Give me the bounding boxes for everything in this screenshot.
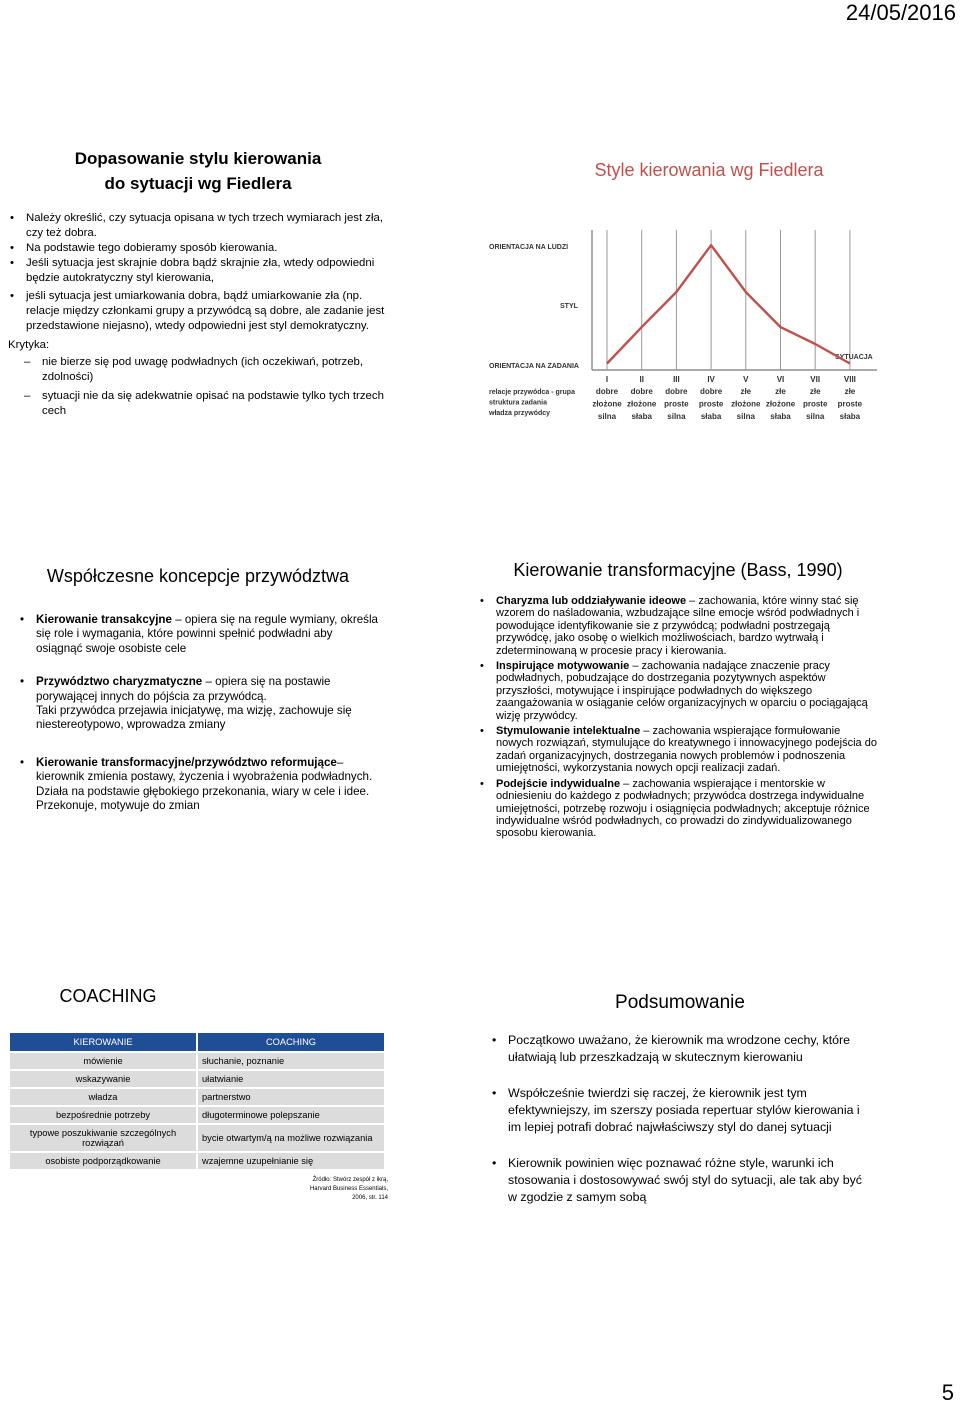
tick-label: VII xyxy=(810,375,820,384)
slide-title: COACHING xyxy=(0,986,248,1007)
situation-cell: złe xyxy=(775,387,786,396)
bullet-list xyxy=(18,613,378,813)
y-top-label: ORIENTACJA NA LUDZI xyxy=(489,244,568,251)
list-item: • Należy określić, czy sytuacja opisana w tych trzech wymiarach jest zła, czy też dobra. xyxy=(8,211,388,241)
list-item xyxy=(478,595,878,657)
coaching-table xyxy=(8,1031,386,1171)
situation-cell: słaba xyxy=(701,412,722,421)
list-item xyxy=(478,725,878,775)
list-item: • Kierownik powinien więc poznawać różne style, warunki ich stosowania i dostosowywać swój styl do sytuacji, ale tak aby być w zgodzie z samym sobą xyxy=(490,1155,870,1206)
slide-title: Współczesne koncepcje przywództwa xyxy=(12,566,384,587)
row-label: władza przywódcy xyxy=(488,410,550,417)
situation-cell: złe xyxy=(740,387,751,396)
slide-title xyxy=(0,146,398,196)
term-description: – zachowania, które winny stać się wzorem do naśladowania, wzbudzające silne emocje wśród podwładnych i powodujące identyfikowanie sie z przywódcą; podwładni postrzegają przywódcę, jako osobę o wielkich możliwościach, bardzo wytrwałą i zdeterminowaną w procesie pracy i kierowania. xyxy=(496,595,859,657)
tick-label: III xyxy=(673,375,680,384)
tick-label: VIII xyxy=(844,375,856,384)
critique-label: Krytyka: xyxy=(8,339,388,351)
list-item: • Na podstawie tego dobieramy sposób kierowania. xyxy=(8,241,388,256)
situation-cell: dobre xyxy=(700,387,723,396)
situation-cell: dobre xyxy=(665,387,688,396)
tick-label: I xyxy=(606,375,608,384)
situation-cell: proste xyxy=(699,400,724,409)
term: Kierowanie transformacyjne/przywództwo reformujące xyxy=(36,756,337,769)
situation-cell: dobre xyxy=(596,387,619,396)
term: Przywództwo charyzmatyczne xyxy=(36,675,202,688)
situation-cell: silna xyxy=(737,412,756,421)
critique-item: – sytuacji nie da się adekwatnie opisać na podstawie tylko tych trzech cech xyxy=(8,389,388,419)
table-cell: partnerstwo xyxy=(198,1089,384,1105)
table-cell: słuchanie, poznanie xyxy=(198,1053,384,1069)
list-item xyxy=(18,756,378,814)
situation-cell: słaba xyxy=(840,412,861,421)
term-description: – zachowania wspierające i mentorskie w odniesieniu do każdego z podwładnych; przywódca dostrzega indywidualne umiejętności, potrzebę rozwoju i osiągnięcia podwładnych; akceptuje różnice indywidualne wśród podwładnych, co prowadzi do zindywidualizowanego sposobu kierowania. xyxy=(496,778,870,840)
slide-summary xyxy=(490,992,870,1206)
term-description: – zachowania nadające znaczenie pracy podwładnych, pobudzające do dostrzegania pozytywnych aspektów przyszłości, motywujące i inspirujące podwładnych do większego zaangażowania w osiąganie celów organizacyjnych w oparciu o pociągającą wizję przywódcy. xyxy=(496,660,868,722)
list-item: • Współcześnie twierdzi się raczej, że kierownik jest tym efektywniejszy, im szerszy posiada repertuar stylów kierowania i im lepiej potrafi dobrać najwłaściwszy styl do danej sytuacji xyxy=(490,1085,870,1136)
situation-cell: złożone xyxy=(592,400,622,409)
source-line: Źródło: Stwórz zespół z ikrą, xyxy=(248,1176,388,1185)
list-item: • jeśli sytuacja jest umiarkowania dobra, bądź umiarkowanie zła (np. relacje między członkami grupy a przywódcą są dobre, ale zadanie jest przedstawione niejasno), wtedy odpowiedni jest styl demokratyczny. xyxy=(8,289,388,333)
term: Stymulowanie intelektualne xyxy=(496,725,640,737)
source-line: Harvard Business Essentials, xyxy=(248,1185,388,1194)
table-row xyxy=(10,1071,384,1087)
style-line xyxy=(607,245,850,363)
fiedler-chart xyxy=(485,224,885,424)
tick-label: II xyxy=(639,375,643,384)
source-line: 2006, str. 114 xyxy=(248,1194,388,1203)
list-item xyxy=(18,675,378,733)
situation-cell: słaba xyxy=(770,412,791,421)
situation-cell: złożone xyxy=(627,400,657,409)
tick-label: V xyxy=(743,375,749,384)
list-item xyxy=(478,778,878,840)
table-cell: ułatwianie xyxy=(198,1071,384,1087)
bullet-list xyxy=(478,595,878,840)
y-bottom-label: ORIENTACJA NA ZADANIA xyxy=(489,363,579,370)
term: Inspirujące motywowanie xyxy=(496,660,629,672)
situation-cell: złożone xyxy=(766,400,796,409)
situation-cell: złożone xyxy=(731,400,761,409)
table-cell: mówienie xyxy=(10,1053,196,1069)
table-row xyxy=(10,1107,384,1123)
term: Kierowanie transakcyjne xyxy=(36,613,172,626)
bullet-list xyxy=(8,211,388,333)
slide-title-line-1: Dopasowanie stylu kierowania xyxy=(0,146,398,171)
slide-coaching xyxy=(8,986,388,1171)
term: Podejście indywidualne xyxy=(496,778,620,790)
table-header-cell: COACHING xyxy=(198,1033,384,1051)
situation-cell: słaba xyxy=(631,412,652,421)
table-cell: wskazywanie xyxy=(10,1071,196,1087)
bullet-list xyxy=(490,1032,870,1206)
table-header-row xyxy=(10,1033,384,1051)
list-item: • Początkowo uważano, że kierownik ma wrodzone cechy, które ułatwiają lub przeszkadzają w skutecznym kierowaniu xyxy=(490,1032,870,1066)
term-description-extra: Taki przywódca przejawia inicjatywę, ma wizję, zachowuje się niestereotypowo, wprowadza zmiany xyxy=(36,704,352,731)
table-cell: bezpośrednie potrzeby xyxy=(10,1107,196,1123)
term-description: – opiera się na postawie porywającej innych do pójścia za przywódcą. xyxy=(36,675,331,702)
tick-label: IV xyxy=(707,375,715,384)
term-description: – kierownik zmienia postawy, życzenia i wyobrażenia podwładnych. Działa na podstawie głębokiego przekonania, wiary w cele i idee. Przekonuje, motywuje do zmian xyxy=(36,756,372,812)
table-header-cell: KIEROWANIE xyxy=(10,1033,196,1051)
table-row xyxy=(10,1153,384,1169)
table-cell: bycie otwartym/ą na możliwe rozwiązania xyxy=(198,1125,384,1151)
row-label: struktura zadania xyxy=(489,400,547,407)
situation-cell: proste xyxy=(803,400,828,409)
situation-cell: silna xyxy=(806,412,825,421)
critique-item: – nie bierze się pod uwagę podwładnych (ich oczekiwań, potrzeb, zdolności) xyxy=(8,355,388,385)
slide-transformational xyxy=(478,560,878,840)
slide-fiedler-fit xyxy=(8,146,388,419)
term-description: – zachowania wspierające formułowanie nowych rozwiązań, stymulujące do kreatywnego i innowacyjnego podejścia do zadań organizacyjnych, dostrzegania nowych problemów i podnoszenia umiejętności, wykorzystania nowych opcji realizacji zadań. xyxy=(496,725,877,774)
slide-title: Kierowanie transformacyjne (Bass, 1990) xyxy=(478,560,878,581)
situation-cell: złe xyxy=(845,387,856,396)
table-cell: typowe poszukiwanie szczególnych rozwiązań xyxy=(10,1125,196,1151)
y-axis-label: STYL xyxy=(560,303,579,310)
slide-title: Style kierowania wg Fiedlera xyxy=(468,160,950,181)
slide-title: Podsumowanie xyxy=(430,992,930,1014)
tick-label: VI xyxy=(777,375,785,384)
x-axis-label: SYTUACJA xyxy=(835,354,873,361)
situation-cell: złe xyxy=(810,387,821,396)
term-description: – opiera się na regule wymiany, określa się role i wymagania, które powinni spełnić podwładni aby osiągnąć swoje osobiste cele xyxy=(36,613,378,655)
slide-title-line-2: do sytuacji wg Fiedlera xyxy=(0,171,398,196)
slide-fiedler-styles xyxy=(480,160,950,181)
situation-cell: dobre xyxy=(631,387,654,396)
table-cell: wzajemne uzupełnianie się xyxy=(198,1153,384,1169)
document-date: 24/05/2016 xyxy=(846,0,956,26)
table-row xyxy=(10,1125,384,1151)
row-label: relacje przywódca - grupa xyxy=(489,389,575,396)
table-cell: osobiste podporządkowanie xyxy=(10,1153,196,1169)
list-item: • Jeśli sytuacja jest skrajnie dobra bądź skrajnie zła, wtedy odpowiedni będzie autokratyczny styl kierowania, xyxy=(8,256,388,286)
table-cell: władza xyxy=(10,1089,196,1105)
situation-cell: silna xyxy=(667,412,686,421)
page-number: 5 xyxy=(942,1380,954,1406)
table-row xyxy=(10,1089,384,1105)
source-note xyxy=(248,1176,388,1203)
situation-cell: proste xyxy=(664,400,689,409)
situation-cell: proste xyxy=(838,400,863,409)
term: Charyzma lub oddziaływanie ideowe xyxy=(496,595,686,607)
table-cell: długoterminowe polepszanie xyxy=(198,1107,384,1123)
list-item xyxy=(18,613,378,656)
slide-modern-leadership xyxy=(18,566,378,813)
situation-cell: silna xyxy=(598,412,617,421)
table-row xyxy=(10,1053,384,1069)
list-item xyxy=(478,660,878,722)
